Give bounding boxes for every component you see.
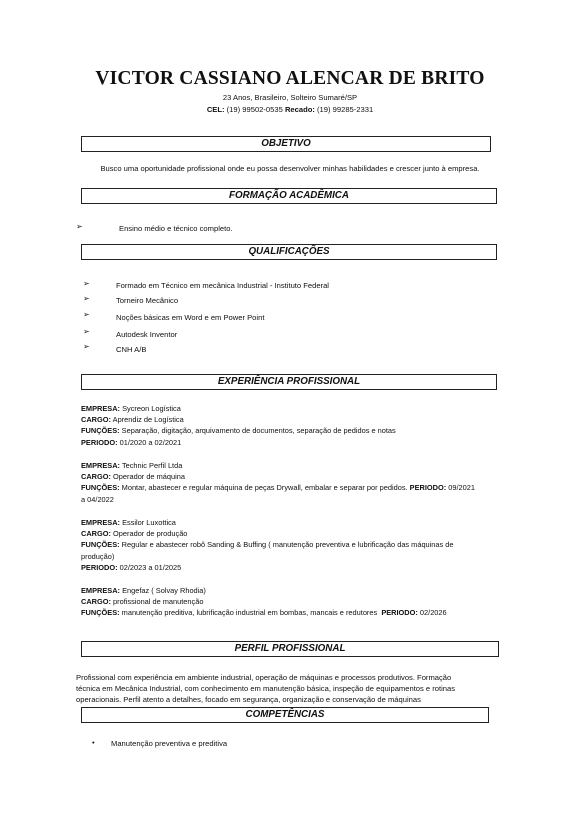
cargo-label: CARGO: [81,529,111,539]
funcoes-value: Montar, abastecer e regular máquina de peças Drywall, embalar e separar por pedidos. [121,483,408,493]
empresa-label: EMPRESA: [81,404,121,413]
funcoes-value: Regular e abastecer robô Sanding & Buffing ( manutenção preventiva e lubrificação das máquinas de produção) [81,540,454,561]
arrow-bullet-icon: ➢ [76,222,83,231]
periodo-label: PERIODO: [409,483,447,493]
empresa-label: EMPRESA: [81,518,121,527]
job-entry [81,403,481,448]
cargo-value: Aprendiz de Logística [112,415,184,425]
cargo-value: profissional de manutenção [113,597,204,607]
candidate-name: VICTOR CASSIANO ALENCAR DE BRITO [95,68,485,89]
arrow-bullet-icon: ➢ [83,279,90,288]
personal-info: 23 Anos, Brasileiro, Solteiro Sumaré/SP [222,93,358,102]
arrow-bullet-icon: ➢ [83,327,90,336]
arrow-bullet-icon: ➢ [83,294,90,303]
periodo-value: 09/2021 a 04/2022 [81,483,475,504]
cel-label: CEL: [206,105,225,114]
job-entry [81,460,481,505]
cargo-value: Operador de máquina [113,472,185,482]
periodo-label: PERIODO: [81,437,118,447]
contact-line [0,105,580,114]
perfil-line: operacionais. Perfil atento a detalhes, focado em segurança, organização e conservação de máquinas [76,695,421,705]
empresa-value: Technic Perfil Ltda [121,461,183,470]
perfil-text [76,672,455,706]
section-title-experiencia: EXPERIÊNCIA PROFISSIONAL [81,374,497,390]
funcoes-label: FUNÇÕES: [81,426,120,436]
periodo-label: PERIODO: [381,608,418,618]
periodo-value: 02/2026 [419,608,447,618]
empresa-label: EMPRESA: [81,461,121,470]
periodo-label: PERIODO: [81,562,118,572]
objetivo-text: Busco uma oportunidade profissional onde eu possa desenvolver minhas habilidades e crescer junto à empresa. [100,164,480,173]
recado-label: Recado: [284,105,315,114]
section-title-competencias: COMPETÊNCIAS [81,707,489,723]
arrow-bullet-icon: ➢ [83,310,90,319]
qualificacao-item: CNH A/B [116,345,147,354]
cargo-label: CARGO: [81,415,111,425]
formacao-item: Ensino médio e técnico completo. [119,224,233,233]
section-title-formacao: FORMAÇÃO ACADÊMICA [81,188,497,204]
funcoes-label: FUNÇÕES: [81,483,120,493]
funcoes-value: Separação, digitação, arquivamento de documentos, separação de pedidos e notas [121,426,396,436]
empresa-value: Essilor Luxottica [122,518,176,527]
empresa-value: Engefaz ( Solvay Rhodia) [122,586,206,595]
funcoes-label: FUNÇÕES: [81,608,120,618]
job-entry [81,517,481,573]
qualificacao-item: Autodesk Inventor [116,330,178,339]
qualificacao-item: Torneiro Mecânico [116,296,179,305]
funcoes-value: manutenção preditiva, lubrificação industrial em bombas, mancais e redutores [121,608,378,618]
perfil-line: Profissional com experiência em ambiente industrial, operação de máquinas e processos produtivos. Formação [76,673,452,682]
section-title-qualificacoes: QUALIFICAÇÕES [81,244,497,260]
funcoes-label: FUNÇÕES: [81,540,120,550]
cargo-label: CARGO: [81,472,111,482]
qualificacao-item: Formado em Técnico em mecânica Industrial - Instituto Federal [116,281,329,290]
periodo-value: 01/2020 a 02/2021 [119,437,182,447]
competencia-item: Manutenção preventiva e preditiva [111,739,228,748]
cel-value: (19) 99502-0535 [226,105,283,114]
recado-value: (19) 99285-2331 [317,105,374,114]
bullet-dot-icon: • [92,738,95,747]
cargo-value: Operador de produção [113,529,188,539]
section-title-objetivo: OBJETIVO [81,136,491,152]
periodo-value: 02/2023 a 01/2025 [119,562,182,572]
arrow-bullet-icon: ➢ [83,342,90,351]
job-entry [81,585,481,619]
qualificacao-item: Noções básicas em Word e em Power Point [116,313,265,322]
empresa-label: EMPRESA: [81,586,121,595]
cargo-label: CARGO: [81,597,111,607]
empresa-value: Sycreon Logística [122,404,181,413]
section-title-perfil: PERFIL PROFISSIONAL [81,641,499,657]
perfil-line: técnica em Mecânica Industrial, com conhecimento em manutenção básica, inspeção de equipamentos e rotinas [76,684,456,694]
